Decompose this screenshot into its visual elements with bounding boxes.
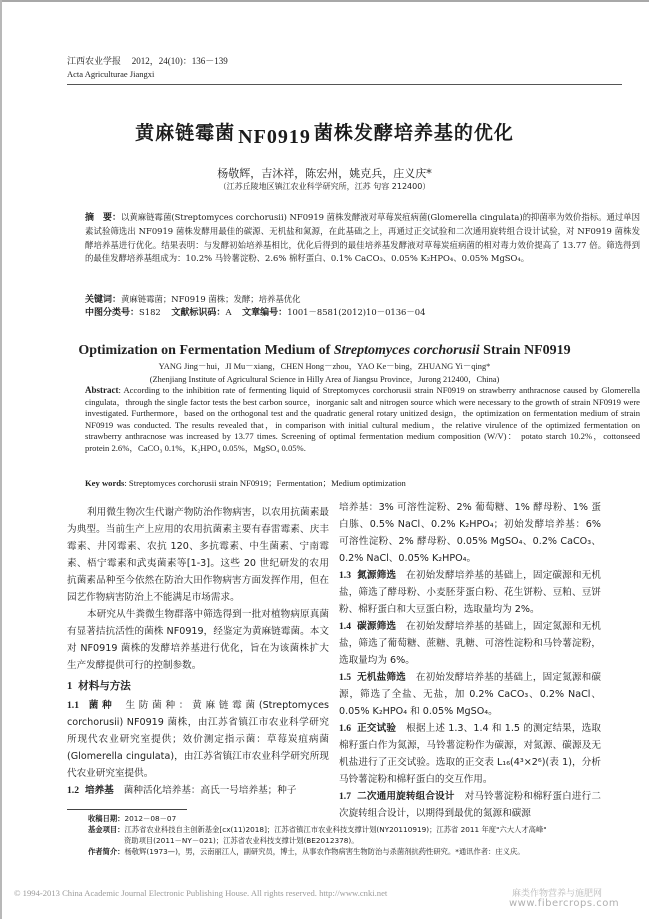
subsection-1-6-number: 1.6 bbox=[339, 723, 351, 734]
authors-en: YANG Jing－hui，JI Mu－xiang，CHEN Hong－zhou，YAO Ke－bing，ZHUANG Yi－qing* bbox=[158, 362, 491, 371]
copyright-notice: © 1994-2013 China Academic Journal Electronic Publishing House. All rights reserved. http://www.cnki.net bbox=[14, 888, 388, 898]
title-en-part2: Strain NF0919 bbox=[479, 343, 571, 358]
abstract-en bbox=[67, 385, 640, 455]
title-cn bbox=[0, 118, 649, 148]
subsection-1-7-text: 对马铃薯淀粉和棉籽蛋白进行二次旋转组合设计，以期得到最优的氮源和碳源 bbox=[339, 791, 601, 819]
header-rule bbox=[67, 84, 622, 85]
footnote-received bbox=[88, 813, 628, 824]
received-value: 2012－08－07 bbox=[124, 814, 177, 823]
received-label: 收稿日期： bbox=[88, 814, 125, 823]
subsection-1-5-title: 无机盐筛选 bbox=[357, 672, 406, 683]
subsection-1-2-title: 培养基 bbox=[85, 785, 114, 796]
keywords-en bbox=[67, 477, 640, 490]
subsection-1-7-number: 1.7 bbox=[339, 791, 351, 802]
journal-header bbox=[67, 55, 228, 80]
journal-name-en: Acta Agriculturae Jiangxi bbox=[67, 69, 155, 79]
title-cn-part1: 黄麻链霉菌 bbox=[135, 122, 236, 144]
subsection-1-5-number: 1.5 bbox=[339, 672, 351, 683]
author-value: 杨敬辉(1973—)，男，云南丽江人，副研究员，博士，从事农作物病害生物防治与杀菌剂抗药性研究。*通讯作者：庄义庆。 bbox=[124, 847, 525, 856]
journal-name-cn: 江西农业学报 bbox=[67, 57, 122, 67]
footnote-fund bbox=[88, 824, 628, 835]
subsection-1-2 bbox=[67, 782, 329, 799]
page-frame-top bbox=[0, 0, 649, 2]
subsection-1-7-title: 二次通用旋转组合设计 bbox=[357, 791, 455, 802]
fund-label: 基金项目： bbox=[88, 825, 125, 834]
abstract-en-text: : According to the inhibition rate of fermenting liquid of Streptomyces corchorusii strain NF0919 on strawberry anthracnose caused by Glomerella cingulata，through the single factor tests the best carbon source，inorganic salt and nitrogen source which were necessary to the growth of strain NF0919 were investigated. Furthermore，based on the orthogonal test and the quadratic general rotary unitized design，the optimization on fermentation medium of strain NF0919 was conducted. The results revealed that，in comparison with initial cultural medium，the relative virulence of the optimized fermentation on strawberry anthracnose was increased by 13.77 times. Screening of optimal fermentation medium composition (W/V)： potato starch 10.2%，cottonseed protein 2.6%，CaCO₃ 0.1%，K₂HPO₄ 0.05%，MgSO₄ 0.05%. bbox=[85, 385, 640, 453]
body-column-left bbox=[67, 504, 329, 799]
authors-cn: 杨敬辉，吉沐祥，陈宏州，姚克兵，庄义庆* bbox=[217, 167, 432, 180]
section-1-number: 1 bbox=[67, 681, 73, 692]
intro-paragraph-1: 利用微生物次生代谢产物防治作物病害，以农用抗菌素最为典型。当前生产上应用的农用抗菌素主要有春雷霉素、庆丰霉素、井冈霉素、农抗 120、多抗霉素、中生菌素、宁南霉素、梧宁霉素和武夷菌素等[1-3]。这些 20 世纪研发的农用抗菌素品种至今依然在防治大田作物病害方面发挥作用，但在园艺作物病害防治上不能满足市场需求。 bbox=[67, 507, 329, 603]
abstract-cn-label: 摘 要： bbox=[85, 213, 122, 223]
footnote-author bbox=[88, 846, 628, 857]
subsection-1-3-number: 1.3 bbox=[339, 570, 351, 581]
title-cn-strain: NF0919 bbox=[238, 126, 311, 148]
subsection-1-6-text: 根据上述 1.3、1.4 和 1.5 的测定结果，选取棉籽蛋白作为氮源，马铃薯淀粉作为碳源，对氮源、碳源及无机盐进行了正交试验。选取的正交表 L₁₆(4³×2⁶)(表 1)，分析马铃薯淀粉和棉籽蛋白的交互作用。 bbox=[339, 723, 601, 785]
body-column-right bbox=[339, 499, 601, 822]
subsection-1-2-number: 1.2 bbox=[67, 785, 79, 796]
subsection-1-2-continued: 培养基：3% 可溶性淀粉、2% 葡萄糖、1% 酵母粉、1% 蛋白胨、0.5% NaCl、0.2% K₂HPO₄；初始发酵培养基：6% 可溶性淀粉、2% 酵母粉、0.05% MgSO₄、0.2% CaCO₃、0.2% NaCl、0.05% K₂HPO₄。 bbox=[339, 502, 601, 564]
journal-issue: 2012，24(10)：136－139 bbox=[131, 56, 228, 66]
keywords-en-text: : Streptomyces corchorusii strain NF0919；Fermentation；Medium optimization bbox=[124, 478, 406, 488]
subsection-1-1-title: 菌种 bbox=[85, 700, 116, 711]
subsection-1-4-text: 在初始发酵培养基的基础上，固定氮源和无机盐，筛选了葡萄糖、蔗糖、乳糖、可溶性淀粉和马铃薯淀粉，选取量均为 6%。 bbox=[339, 621, 601, 666]
title-en bbox=[0, 343, 649, 359]
footnotes bbox=[88, 813, 628, 857]
clc-value: S182 bbox=[139, 307, 161, 317]
watermark-url: www.fibercrops.com bbox=[509, 898, 620, 909]
subsection-1-4-title: 碳源筛选 bbox=[357, 621, 397, 632]
doc-code-value: A bbox=[225, 307, 232, 317]
title-cn-part2: 菌株发酵培养基的优化 bbox=[313, 122, 514, 144]
fund-line-1: 江苏省农业科技自主创新基金[cx(11)2018]；江苏省镇江市农业科技支撑计划(NY20110919)；江苏省 2011 年度"六大人才高峰" bbox=[124, 825, 547, 834]
subsection-1-1-text: 生防菌种：黄麻链霉菌(Streptomyces corchorusii) NF0919 菌株，由江苏省镇江市农业科学研究所现代农业研究室提供；效价测定指示菌：草莓炭疽病菌(Glomerella cingulata)，由江苏省镇江市农业科学研究所现代农业研究室提供。 bbox=[67, 700, 330, 779]
keywords-cn-label: 关键词： bbox=[85, 295, 122, 305]
subsection-1-3-title: 氮源筛选 bbox=[357, 570, 397, 581]
subsection-1-4 bbox=[339, 618, 601, 669]
classification-line bbox=[67, 306, 640, 320]
footnote-rule bbox=[67, 809, 187, 810]
affiliation-en: (Zhenjiang Institute of Agricultural Science in Hilly Area of Jiangsu Province，Jurong 212400，China) bbox=[149, 375, 500, 384]
fund-line-2: 资助项目(2011－NY－021)；江苏省农业科技支撑计划(BE2012378)。 bbox=[124, 836, 359, 845]
keywords-en-label: Key words bbox=[85, 478, 125, 488]
subsection-1-3 bbox=[339, 567, 601, 618]
subsection-1-1 bbox=[67, 697, 329, 782]
section-1-title: 材料与方法 bbox=[78, 680, 131, 692]
subsection-1-4-number: 1.4 bbox=[339, 621, 351, 632]
watermark-cn: 麻类作物营养与施肥网 bbox=[512, 889, 603, 899]
article-no-value: 1001－8581(2012)10－0136－04 bbox=[287, 307, 426, 317]
title-en-species: Streptomyces corchorusii bbox=[333, 343, 480, 358]
abstract-en-label: Abstract bbox=[85, 385, 119, 395]
doc-code-label: 文献标识码： bbox=[171, 308, 226, 318]
author-label: 作者简介： bbox=[88, 847, 125, 856]
abstract-cn bbox=[67, 211, 640, 265]
subsection-1-2-text: 菌种活化培养基：高氏一号培养基；种子 bbox=[123, 785, 297, 796]
intro-paragraph-2: 本研究从牛粪微生物群落中筛选得到一批对植物病原真菌有显著拮抗活性的菌株 NF0919，经鉴定为黄麻链霉菌。本文对 NF0919 菌株的发酵培养基进行优化，旨在为该菌株扩大生产发酵提供可行的控制参数。 bbox=[67, 609, 329, 671]
title-en-part1: Optimization on Fermentation Medium of bbox=[78, 343, 334, 358]
keywords-cn-text: 黄麻链霉菌；NF0919 菌株；发酵；培养基优化 bbox=[121, 294, 301, 304]
clc-label: 中图分类号： bbox=[85, 308, 140, 318]
subsection-1-5 bbox=[339, 669, 601, 720]
subsection-1-6-title: 正交试验 bbox=[357, 723, 397, 734]
subsection-1-5-text: 在初始发酵培养基的基础上，固定氮源和碳源，筛选了全盐、无盐，加 0.2% CaCO₃、0.2% NaCl、0.05% K₂HPO₄ 和 0.05% MgSO₄。 bbox=[339, 672, 601, 717]
subsection-1-6 bbox=[339, 720, 601, 788]
abstract-cn-text: 以黄麻链霉菌(Streptomyces corchorusii) NF0919 菌株发酵液对草莓炭疽病菌(Glomerella cingulata)的抑菌率为效价指标。通过单因素试验筛选出 NF0919 菌株发酵用最佳的碳源、无机盐和氮源，在此基础之上，再通过正交试验和二次通用旋转组合设计试验，对 NF0919 菌株发酵培养基进行优化。结果表明：与发酵初始培养基相比，优化后得到的最佳培养基发酵液对草莓炭疽病菌的相对毒力效价提高了 13.77 倍。筛选得到的最佳发酵培养基组成为：10.2% 马铃薯淀粉、2.6% 棉籽蛋白、0.1% CaCO₃、0.05% K₂HPO₄、0.05% MgSO₄。 bbox=[85, 212, 640, 263]
subsection-1-3-text: 在初始发酵培养基的基础上，固定碳源和无机盐，筛选了酵母粉、小麦胚芽蛋白粉、花生饼粉、豆粕、豆饼粉、棉籽蛋白和大豆蛋白粉，选取量均为 2%。 bbox=[339, 570, 601, 615]
article-no-label: 文章编号： bbox=[242, 308, 288, 318]
section-1-heading bbox=[67, 678, 329, 695]
subsection-1-1-number: 1.1 bbox=[67, 700, 79, 711]
affiliation-cn: （江苏丘陵地区镇江农业科学研究所，江苏 句容 212400） bbox=[218, 182, 431, 191]
